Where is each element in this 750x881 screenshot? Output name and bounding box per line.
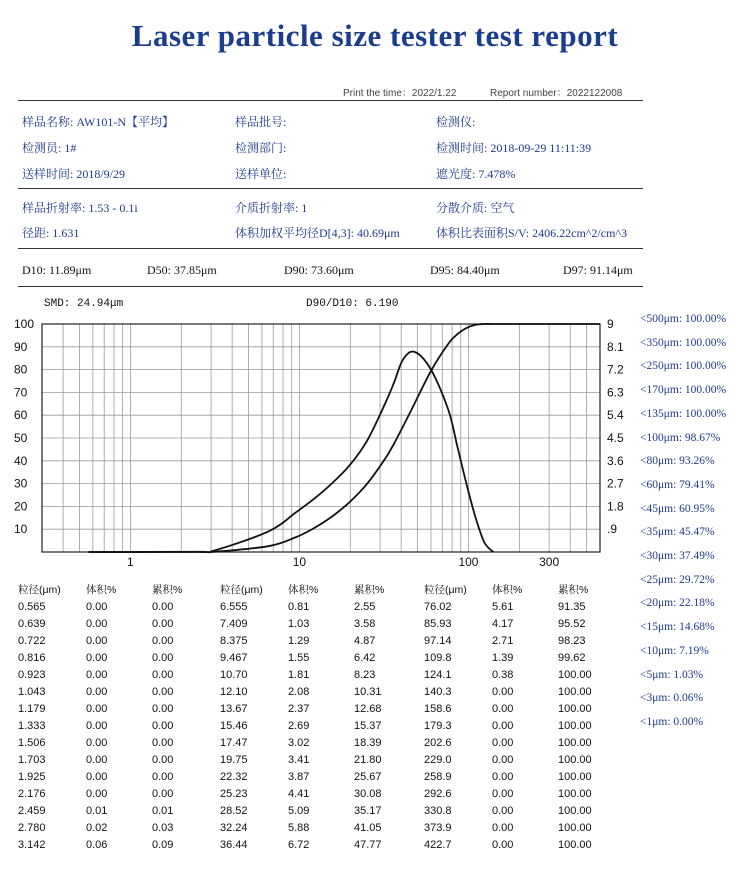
table-cell: 229.0 [424,753,452,766]
table-cell: 100.00 [558,821,592,834]
table-cell: 0.00 [86,668,108,681]
volume-mean-diameter: 体积加权平均径D[4,3]: 40.69μm [235,226,400,240]
cumulative-label: <3μm: 0.06% [640,692,704,705]
table-row [424,734,624,751]
table-cell: 100.00 [558,753,592,766]
table-cell: 0.816 [18,651,46,664]
table-cell: 0.00 [86,600,108,613]
table-cell: 12.10 [220,685,248,698]
y-right-tick-label: 2.7 [607,476,624,491]
table-cell: 25.23 [220,787,248,800]
table-cell: 0.00 [492,787,514,800]
table-row [18,768,218,785]
table-cell: 35.17 [354,804,382,817]
table-cell: 0.00 [492,702,514,715]
table-cell: 7.409 [220,617,248,630]
table-row [18,649,218,666]
table-cell: 41.05 [354,821,382,834]
y-left-tick-label: 90 [14,339,28,354]
table-cell: 1.179 [18,702,46,715]
table-cell: 1.39 [492,651,514,664]
table-cell: 0.639 [18,617,46,630]
table-header: 累积% [152,584,183,596]
table-cell: 17.47 [220,736,248,749]
instrument: 检测仪: [436,115,476,129]
y-left-tick-label: 60 [14,408,28,423]
table-row [220,717,420,734]
table-row [18,819,218,836]
table-cell: 8.375 [220,634,248,647]
table-row [18,632,218,649]
d95-value: D95: 84.40μm [430,263,500,277]
table-cell: 124.1 [424,668,452,681]
table-cell: 0.02 [86,821,108,834]
table-cell: 330.8 [424,804,452,817]
divider [18,188,643,189]
y-left-tick-label: 100 [14,317,35,331]
y-right-tick-label: 4.5 [607,431,624,445]
table-cell: 0.00 [152,719,174,732]
table-cell: 32.24 [220,821,248,834]
print-time: Print the time：2022/1.22 [343,88,457,99]
table-cell: 0.00 [492,736,514,749]
d10-value: D10: 11.89μm [22,263,92,277]
table-cell: 100.00 [558,736,592,749]
table-cell: 4.17 [492,617,514,630]
y-right-tick-label: 5.4 [607,408,624,423]
x-tick-label: 100 [458,555,479,569]
table-cell: 1.043 [18,685,46,698]
table-header: 粒径(μm) [220,584,263,596]
table-cell: 3.87 [288,770,310,783]
table-row [220,768,420,785]
divider [18,286,643,287]
table-cell: 85.93 [424,617,452,630]
table-row [18,666,218,683]
cumulative-label: <10μm: 7.19% [640,644,709,657]
table-row [18,785,218,802]
table-row [220,700,420,717]
y-left-tick-label: 10 [14,522,28,537]
table-cell: 0.00 [86,685,108,698]
table-cell: 3.58 [354,617,376,630]
report-number: Report number：2022122008 [490,88,623,99]
table-cell: 0.00 [86,702,108,715]
y-right-tick-label: 9 [607,317,614,331]
table-cell: 0.06 [86,838,108,851]
table-row [220,666,420,683]
table-cell: 0.00 [86,617,108,630]
table-cell: 202.6 [424,736,452,749]
y-left-tick-label: 80 [14,362,28,377]
table-row [220,615,420,632]
delivery-time: 送样时间: 2018/9/29 [22,167,126,181]
table-row [424,785,624,802]
table-row [220,632,420,649]
table-cell: 0.38 [492,668,514,681]
table-header: 体积% [86,584,117,596]
table-cell: 0.81 [288,600,310,613]
test-time: 检测时间: 2018-09-29 11:11:39 [436,141,592,155]
cumulative-label: <45μm: 60.95% [640,502,715,515]
table-cell: 1.03 [288,617,310,630]
table-cell: 158.6 [424,702,452,715]
table-cell: 36.44 [220,838,248,851]
table-cell: 15.37 [354,719,382,732]
table-cell: 1.925 [18,770,46,783]
cumulative-label: <135μm: 100.00% [640,407,727,420]
table-row [18,598,218,615]
table-cell: 0.00 [492,804,514,817]
table-cell: 0.00 [492,838,514,851]
table-row [424,717,624,734]
sample-name: 样品名称: AW101-N【平均】 [22,115,175,129]
obscuration: 遮光度: 7.478% [436,167,516,181]
cumulative-label: <250μm: 100.00% [640,360,727,373]
table-row [220,802,420,819]
table-cell: 25.67 [354,770,382,783]
table-cell: 5.61 [492,600,514,613]
table-cell: 0.00 [152,736,174,749]
table-cell: 5.09 [288,804,310,817]
cumulative-label: <30μm: 37.49% [640,550,715,562]
table-cell: 0.00 [152,617,174,630]
specific-surface-area: 体积比表面积S/V: 2406.22cm^2/cm^3 [436,226,628,240]
x-tick-label: 300 [539,555,560,569]
table-cell: 2.08 [288,685,310,698]
table-cell: 0.00 [492,821,514,834]
table-row [424,819,624,836]
table-cell: 0.09 [152,838,174,851]
table-cell: 0.00 [492,770,514,783]
table-cell: 100.00 [558,804,592,817]
table-cell: 109.8 [424,651,452,664]
table-cell: 5.88 [288,821,310,834]
d50-value: D50: 37.85μm [147,263,217,277]
table-cell: 47.77 [354,838,382,851]
table-cell: 2.459 [18,804,46,817]
y-right-tick-label: 1.8 [607,499,624,514]
table-cell: 0.00 [152,702,174,715]
department: 检测部门: [235,141,287,155]
table-cell: 0.00 [152,651,174,664]
table-cell: 0.00 [152,787,174,800]
d90-d10-ratio: D90/D10: 6.190 [306,298,399,310]
table-cell: 0.00 [86,736,108,749]
y-left-tick-label: 40 [14,453,28,468]
table-cell: 2.37 [288,702,310,715]
table-cell: 99.62 [558,651,586,664]
table-cell: 0.03 [152,821,174,834]
table-cell: 100.00 [558,702,592,715]
table-cell: 22.32 [220,770,248,783]
table-cell: 95.52 [558,617,586,630]
table-cell: 100.00 [558,838,592,851]
medium-refractive-index: 介质折射率: 1 [235,201,308,215]
y-right-tick-label: 8.1 [607,339,624,354]
table-cell: 3.02 [288,736,310,749]
delivery-unit: 送样单位: [235,167,287,181]
table-header: 累积% [354,584,385,596]
table-cell: 179.3 [424,719,452,732]
distribution-curve [88,351,493,552]
table-row [424,683,624,700]
table-cell: 100.00 [558,668,592,681]
table-cell: 100.00 [558,719,592,732]
table-cell: 1.55 [288,651,310,664]
cumulative-label: <1μm: 0.00% [640,715,704,728]
y-left-tick-label: 50 [14,431,28,445]
table-cell: 6.72 [288,838,310,851]
table-row [424,700,624,717]
y-right-tick-label: 6.3 [607,385,624,400]
table-cell: 1.81 [288,668,310,681]
table-cell: 98.23 [558,634,586,647]
table-cell: 30.08 [354,787,382,800]
divider [18,248,643,249]
table-cell: 0.00 [492,685,514,698]
table-cell: 0.00 [152,600,174,613]
span: 径距: 1.631 [22,226,80,240]
table-cell: 140.3 [424,685,452,698]
table-cell: 0.00 [492,753,514,766]
table-cell: 2.71 [492,634,514,647]
table-cell: 0.00 [86,753,108,766]
x-tick-label: 10 [292,555,307,569]
d97-value: D97: 91.14μm [563,263,633,277]
table-row [424,632,624,649]
table-cell: 0.00 [152,770,174,783]
table-cell: 19.75 [220,753,248,766]
table-cell: 6.42 [354,651,376,664]
table-row [424,649,624,666]
cumulative-label: <100μm: 98.67% [640,431,721,444]
sample-refractive-index: 样品折射率: 1.53 - 0.1i [22,201,138,215]
data-table-2 [220,581,420,853]
smd-value: SMD: 24.94μm [44,298,124,310]
table-cell: 258.9 [424,770,452,783]
cumulative-label: <170μm: 100.00% [640,384,727,397]
table-cell: 0.923 [18,668,46,681]
table-row [220,751,420,768]
particle-size-chart [0,310,640,575]
table-cell: 2.69 [288,719,310,732]
table-cell: 0.00 [86,651,108,664]
cumulative-label: <20μm: 22.18% [640,597,715,610]
cumulative-label: <350μm: 100.00% [640,336,727,349]
cumulative-label: <5μm: 1.03% [640,668,704,681]
table-cell: 4.41 [288,787,310,800]
cumulative-label: <80μm: 93.26% [640,455,715,468]
table-row [220,683,420,700]
table-cell: 2.780 [18,821,46,834]
table-cell: 0.00 [152,685,174,698]
y-right-tick-label: .9 [607,522,618,537]
table-row [18,836,218,853]
table-cell: 422.7 [424,838,452,851]
table-cell: 12.68 [354,702,382,715]
table-cell: 10.31 [354,685,382,698]
y-right-tick-label: 7.2 [607,362,624,377]
table-header: 累积% [558,584,589,596]
table-cell: 0.00 [492,719,514,732]
table-cell: 15.46 [220,719,248,732]
x-tick-label: 1 [127,555,134,569]
table-cell: 0.00 [152,668,174,681]
table-cell: 1.506 [18,736,46,749]
table-cell: 76.02 [424,600,452,613]
table-cell: 91.35 [558,600,586,613]
table-row [424,768,624,785]
table-cell: 13.67 [220,702,248,715]
table-row [220,785,420,802]
table-cell: 0.00 [152,634,174,647]
cumulative-label: <25μm: 29.72% [640,573,715,586]
table-cell: 100.00 [558,770,592,783]
table-cell: 1.703 [18,753,46,766]
table-cell: 4.87 [354,634,376,647]
sample-batch: 样品批号: [235,115,287,129]
table-cell: 10.70 [220,668,248,681]
table-row [18,751,218,768]
table-row [220,598,420,615]
table-cell: 100.00 [558,787,592,800]
table-row [220,734,420,751]
table-cell: 0.00 [86,719,108,732]
table-row [424,615,624,632]
data-table-1 [18,581,218,853]
dispersion-medium: 分散介质: 空气 [436,201,515,215]
table-row [424,598,624,615]
table-cell: 0.00 [152,753,174,766]
data-table-3 [424,581,624,853]
table-row [424,666,624,683]
table-cell: 0.00 [86,787,108,800]
table-cell: 100.00 [558,685,592,698]
table-cell: 18.39 [354,736,382,749]
table-cell: 28.52 [220,804,248,817]
table-row [220,836,420,853]
table-cell: 8.23 [354,668,376,681]
y-left-tick-label: 30 [14,476,28,491]
table-row [424,802,624,819]
table-cell: 97.14 [424,634,452,647]
table-row [220,819,420,836]
table-cell: 1.333 [18,719,46,732]
table-cell: 0.00 [86,770,108,783]
table-cell: 21.80 [354,753,382,766]
cumulative-label: <15μm: 14.68% [640,621,715,634]
table-cell: 2.176 [18,787,46,800]
table-cell: 1.29 [288,634,310,647]
table-cell: 3.41 [288,753,310,766]
table-cell: 3.142 [18,838,46,851]
table-header: 粒径(μm) [424,584,467,596]
cumulative-label: <500μm: 100.00% [640,313,727,325]
table-row [18,615,218,632]
table-cell: 0.722 [18,634,46,647]
y-right-tick-label: 3.6 [607,453,624,468]
table-cell: 292.6 [424,787,452,800]
inspector: 检测员: 1# [22,141,77,155]
table-row [424,751,624,768]
table-header: 体积% [492,584,523,596]
table-row [220,649,420,666]
table-cell: 2.55 [354,600,376,613]
table-row [18,683,218,700]
table-row [18,700,218,717]
table-cell: 0.01 [152,804,174,817]
table-cell: 0.01 [86,804,108,817]
table-cell: 0.565 [18,600,46,613]
table-row [18,717,218,734]
cumulative-label: <35μm: 45.47% [640,526,715,539]
table-header: 体积% [288,584,319,596]
table-cell: 0.00 [86,634,108,647]
divider [18,100,643,101]
table-row [18,734,218,751]
d90-value: D90: 73.60μm [284,263,354,277]
table-cell: 6.555 [220,600,248,613]
table-row [18,802,218,819]
cumulative-label: <60μm: 79.41% [640,478,715,491]
report-title: Laser particle size tester test report [131,18,619,53]
table-row [424,836,624,853]
y-left-tick-label: 70 [14,385,28,400]
table-cell: 9.467 [220,651,248,664]
y-left-tick-label: 20 [14,499,28,514]
table-cell: 373.9 [424,821,452,834]
table-header: 粒径(μm) [18,584,61,596]
